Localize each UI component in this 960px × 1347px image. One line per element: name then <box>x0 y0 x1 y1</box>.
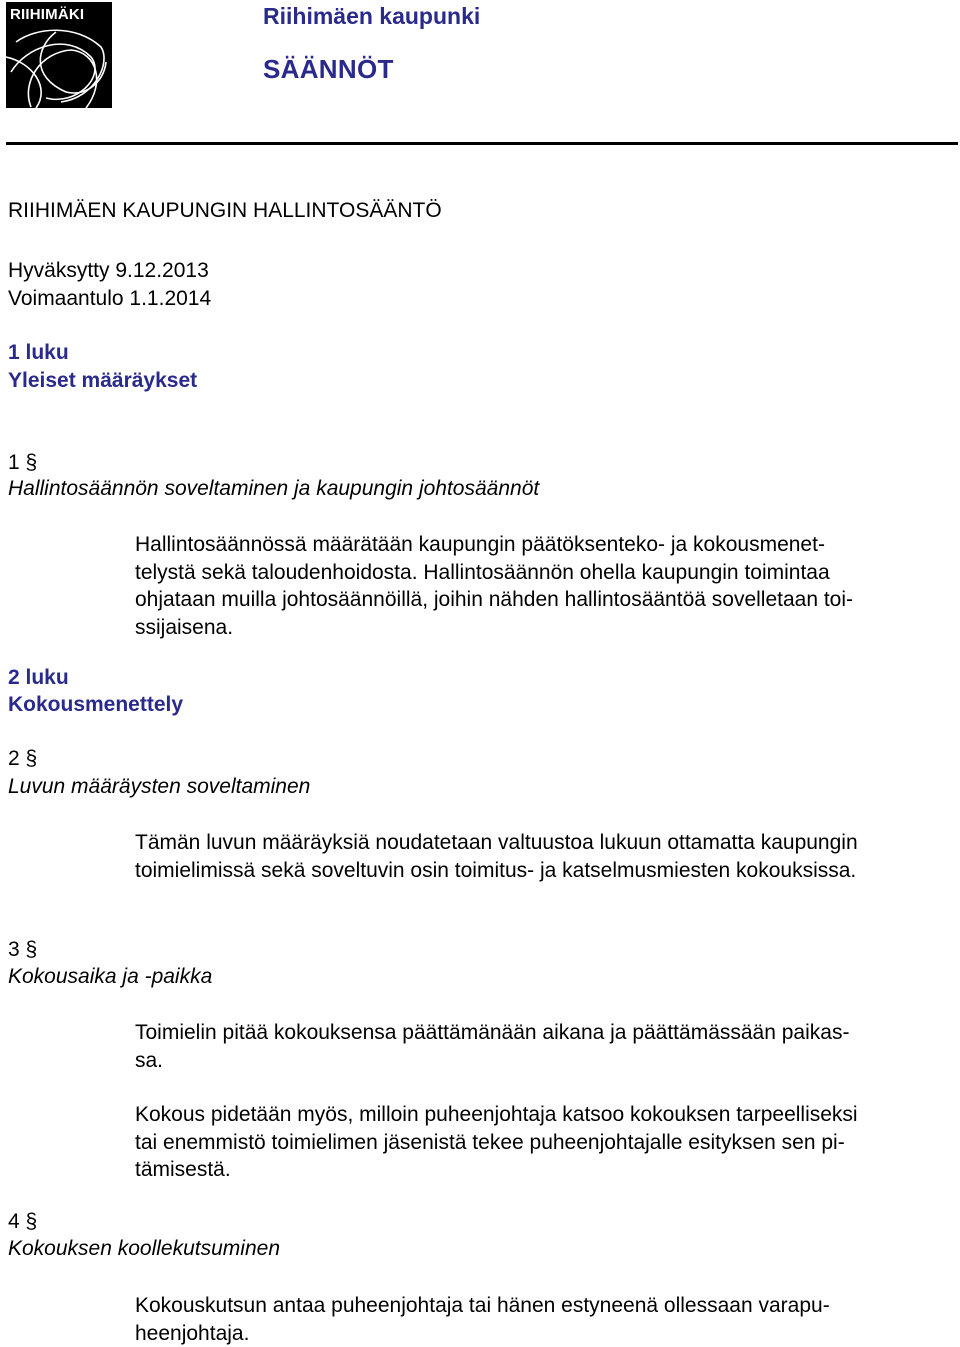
section-3-paragraph-2 <box>135 1101 858 1184</box>
text-line: Toimielin pitää kokouksensa päättämänään aikana ja päättämässään paikas- <box>135 1019 849 1047</box>
city-name: Riihimäen kaupunki <box>263 3 480 30</box>
chapter-2-title: Kokousmenettely <box>8 693 183 717</box>
text-line: ohjataan muilla johtosäännöillä, joihin nähden hallintosääntöä sovelletaan toi- <box>135 586 853 614</box>
chapter-2-number: 2 luku <box>8 666 69 690</box>
section-2-text <box>135 829 858 884</box>
text-line: heenjohtaja. <box>135 1320 830 1347</box>
document-type-heading: SÄÄNNÖT <box>263 54 394 85</box>
text-line: Kokouskutsun antaa puheenjohtaja tai hänen estyneenä ollessaan varapu- <box>135 1292 830 1320</box>
text-line: ssijaisena. <box>135 614 853 642</box>
section-1-title: Hallintosäännön soveltaminen ja kaupungin johtosäännöt <box>8 477 539 501</box>
section-2-title: Luvun määräysten soveltaminen <box>8 775 310 799</box>
document-title: RIIHIMÄEN KAUPUNGIN HALLINTOSÄÄNTÖ <box>8 199 442 223</box>
section-3-title: Kokousaika ja -paikka <box>8 965 212 989</box>
chapter-1-title: Yleiset määräykset <box>8 369 197 393</box>
section-1-text <box>135 531 853 641</box>
approved-date: Hyväksytty 9.12.2013 <box>8 259 209 283</box>
section-2-number: 2 § <box>8 747 37 771</box>
text-line: telystä sekä taloudenhoidosta. Hallintosäännön ohella kaupungin toimintaa <box>135 559 853 587</box>
section-4-number: 4 § <box>8 1210 37 1234</box>
text-line: Tämän luvun määräyksiä noudatetaan valtuustoa lukuun ottamatta kaupungin <box>135 829 858 857</box>
header-divider <box>6 142 958 145</box>
section-3-paragraph-1 <box>135 1019 849 1074</box>
section-4-text <box>135 1292 830 1347</box>
effective-date: Voimaantulo 1.1.2014 <box>8 287 211 311</box>
chapter-1-number: 1 luku <box>8 341 69 365</box>
section-3-number: 3 § <box>8 938 37 962</box>
text-line: Kokous pidetään myös, milloin puheenjohtaja katsoo kokouksen tarpeelliseksi <box>135 1101 858 1129</box>
text-line: sa. <box>135 1047 849 1075</box>
section-4-title: Kokouksen koollekutsuminen <box>8 1237 280 1261</box>
section-1-number: 1 § <box>8 451 37 475</box>
riihimaki-logo <box>6 2 112 108</box>
text-line: tai enemmistö toimielimen jäsenistä tekee puheenjohtajalle esityksen sen pi- <box>135 1129 858 1157</box>
logo-text: RIIHIMÄKI <box>10 6 84 23</box>
text-line: Hallintosäännössä määrätään kaupungin päätöksenteko- ja kokousmenet- <box>135 531 853 559</box>
text-line: tämisestä. <box>135 1156 858 1184</box>
text-line: toimielimissä sekä soveltuvin osin toimitus- ja katselmusmiesten kokouksissa. <box>135 857 858 885</box>
